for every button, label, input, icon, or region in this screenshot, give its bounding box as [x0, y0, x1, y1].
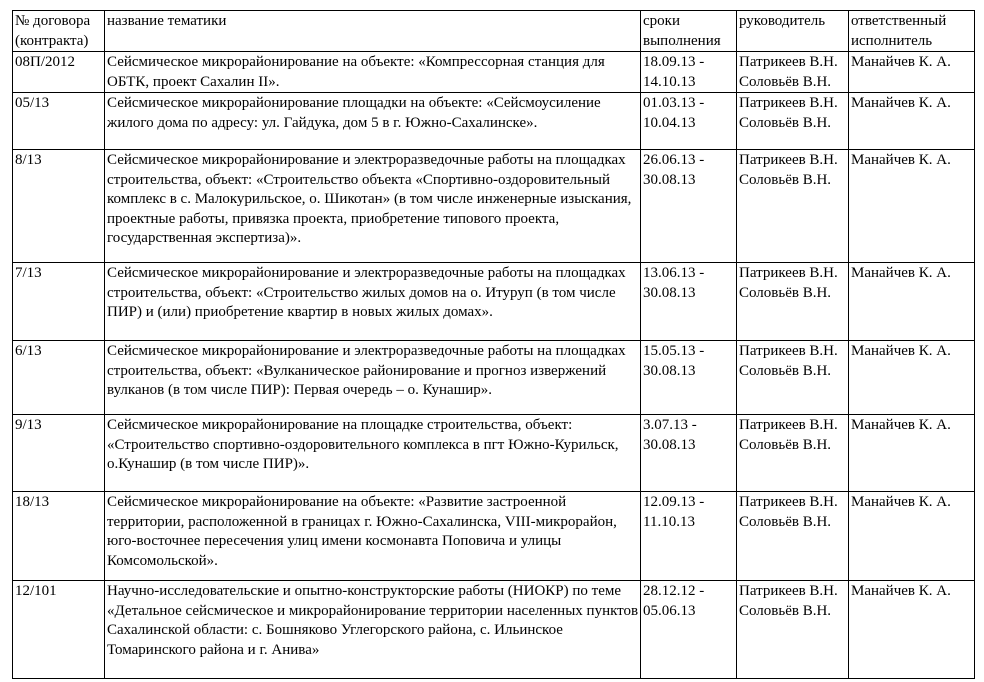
executor-text: Манайчев К. А. — [851, 95, 951, 111]
leader-cell — [737, 150, 849, 263]
contract-number-cell — [13, 492, 105, 581]
topic-title-text: Сейсмическое микрорайонирование на объекте: «Развитие застроенной территории, расположенной в границах г. Южно-Сахалинска, VIII-микрорайон, юго-восточнее пересечения улиц имени космонавта Поповича и улицы Комсомольской». — [107, 494, 617, 569]
topic-title-cell — [105, 341, 641, 415]
deadline-text: 18.09.13 - — [643, 54, 705, 70]
contract-number-text: 08П/2012 — [15, 54, 75, 70]
deadline-cell — [641, 581, 737, 679]
topic-title-text: Сейсмическое микрорайонирование на объекте: «Компрессорная станция для ОБТК, проект Сахалин II». — [107, 54, 605, 90]
table-row — [13, 52, 975, 93]
executor-cell — [849, 150, 975, 263]
leader-text: Патрикеев В.Н. — [739, 152, 838, 168]
deadline-cell — [641, 93, 737, 150]
contract-number-cell — [13, 415, 105, 492]
contract-number-text: 7/13 — [15, 265, 42, 281]
leader-text: Патрикеев В.Н. — [739, 417, 838, 433]
contract-number-text: 05/13 — [15, 95, 50, 111]
deadline-text: 3.07.13 - — [643, 417, 697, 433]
table-row — [13, 492, 975, 581]
table-header-row — [13, 11, 975, 52]
deadline-cell — [641, 263, 737, 341]
topic-title-text: Сейсмическое микрорайонирование и электроразведочные работы на площадках строительства, объект: «Строительство объекта «Спортивно-оздоровительный комплекс в с. Малокурильское, о. Шикотан» (в том числе инженерные изыскания, проектные работы, привязка проекта, приобретение типового проекта, государственная экспертиза)». — [107, 152, 632, 246]
executor-cell — [849, 263, 975, 341]
executor-text: Манайчев К. А. — [851, 265, 951, 281]
deadline-cell — [641, 341, 737, 415]
deadline-text: 14.10.13 — [643, 73, 696, 90]
deadline-cell — [641, 52, 737, 93]
table-row — [13, 341, 975, 415]
contract-number-text: 18/13 — [15, 494, 50, 510]
leader-text: Патрикеев В.Н. — [739, 583, 838, 599]
table-row — [13, 93, 975, 150]
contract-number-text: 8/13 — [15, 152, 42, 168]
executor-text: Манайчев К. А. — [851, 494, 951, 510]
leader-text: Соловьёв В.Н. — [739, 513, 832, 530]
contract-number-cell — [13, 341, 105, 415]
table-row — [13, 150, 975, 263]
deadline-cell — [641, 415, 737, 492]
header-topic-title: название тематики — [105, 11, 641, 52]
contract-number-cell — [13, 93, 105, 150]
topic-title-cell — [105, 581, 641, 679]
contract-number-text: 12/101 — [15, 583, 57, 599]
deadline-cell — [641, 492, 737, 581]
leader-text: Соловьёв В.Н. — [739, 602, 832, 619]
deadline-text: 30.08.13 — [643, 362, 696, 379]
executor-cell — [849, 341, 975, 415]
topic-title-text: Сейсмическое микрорайонирование и электроразведочные работы на площадках строительства, объект: «Вулканическое районирование и прогноз извержений вулканов (в том числе ПИР): Первая очередь – о. Кунашир». — [107, 343, 626, 398]
topic-title-text: Сейсмическое микрорайонирование площадки на объекте: «Сейсмоусиление жилого дома по адресу: ул. Гайдука, дом 5 в г. Южно-Сахалинске». — [107, 95, 601, 131]
leader-text: Патрикеев В.Н. — [739, 265, 838, 281]
topic-title-cell — [105, 263, 641, 341]
deadline-text: 28.12.12 - — [643, 583, 705, 599]
contract-number-text: 6/13 — [15, 343, 42, 359]
executor-text: Манайчев К. А. — [851, 343, 951, 359]
topic-title-cell — [105, 415, 641, 492]
header-leader: руководитель — [737, 11, 849, 52]
deadline-text: 15.05.13 - — [643, 343, 705, 359]
contracts-table — [12, 10, 975, 679]
leader-cell — [737, 581, 849, 679]
executor-cell — [849, 492, 975, 581]
topic-title-cell — [105, 93, 641, 150]
table-row — [13, 415, 975, 492]
executor-cell — [849, 52, 975, 93]
topic-title-text: Сейсмическое микрорайонирование и электроразведочные работы на площадках строительства, объект: «Строительство жилых домов на о. Итуруп (в том числе ПИР) и (или) приобретение квартир в новых жилых домах». — [107, 265, 626, 320]
leader-text: Патрикеев В.Н. — [739, 494, 838, 510]
deadline-cell — [641, 150, 737, 263]
contract-number-text: 9/13 — [15, 417, 42, 433]
executor-cell — [849, 93, 975, 150]
contracts-table-body — [13, 11, 975, 679]
leader-text: Соловьёв В.Н. — [739, 73, 832, 90]
leader-text: Патрикеев В.Н. — [739, 54, 838, 70]
executor-text: Манайчев К. А. — [851, 417, 951, 433]
deadline-text: 30.08.13 — [643, 171, 696, 188]
deadline-text: 30.08.13 — [643, 436, 696, 453]
deadline-text: 05.06.13 — [643, 602, 696, 619]
contract-number-cell — [13, 263, 105, 341]
topic-title-cell — [105, 150, 641, 263]
deadline-text: 26.06.13 - — [643, 152, 705, 168]
contract-number-cell — [13, 150, 105, 263]
leader-cell — [737, 93, 849, 150]
contract-number-cell — [13, 52, 105, 93]
executor-text: Манайчев К. А. — [851, 583, 951, 599]
leader-cell — [737, 263, 849, 341]
header-contract-number: № договора (контракта) — [13, 11, 105, 52]
leader-cell — [737, 341, 849, 415]
leader-text: Соловьёв В.Н. — [739, 284, 832, 301]
table-row — [13, 581, 975, 679]
executor-cell — [849, 415, 975, 492]
topic-title-cell — [105, 52, 641, 93]
executor-cell — [849, 581, 975, 679]
leader-cell — [737, 492, 849, 581]
leader-cell — [737, 415, 849, 492]
header-responsible-executor: ответственный исполнитель — [849, 11, 975, 52]
leader-text: Патрикеев В.Н. — [739, 95, 838, 111]
leader-text: Соловьёв В.Н. — [739, 171, 832, 188]
executor-text: Манайчев К. А. — [851, 152, 951, 168]
deadline-text: 10.04.13 — [643, 114, 696, 131]
deadline-text: 13.06.13 - — [643, 265, 705, 281]
topic-title-cell — [105, 492, 641, 581]
deadline-text: 30.08.13 — [643, 284, 696, 301]
deadline-text: 12.09.13 - — [643, 494, 705, 510]
executor-text: Манайчев К. А. — [851, 54, 951, 70]
leader-cell — [737, 52, 849, 93]
topic-title-text: Научно-исследовательские и опытно-конструкторские работы (НИОКР) по теме «Детальное сейсмическое и микрорайонирование территории населенных пунктов Сахалинской области: с. Бошняково Углегорского района, с. Ильинское Томаринского района и г. Анива» — [107, 583, 639, 658]
contract-number-cell — [13, 581, 105, 679]
table-row — [13, 263, 975, 341]
leader-text: Соловьёв В.Н. — [739, 362, 832, 379]
leader-text: Соловьёв В.Н. — [739, 114, 832, 131]
header-deadlines: сроки выполнения — [641, 11, 737, 52]
deadline-text: 11.10.13 — [643, 513, 695, 530]
deadline-text: 01.03.13 - — [643, 95, 705, 111]
leader-text: Соловьёв В.Н. — [739, 436, 832, 453]
topic-title-text: Сейсмическое микрорайонирование на площадке строительства, объект: «Строительство спортивно-оздоровительного комплекса в пгт Южно-Курильск, о.Кунашир (в том числе ПИР)». — [107, 417, 619, 472]
leader-text: Патрикеев В.Н. — [739, 343, 838, 359]
